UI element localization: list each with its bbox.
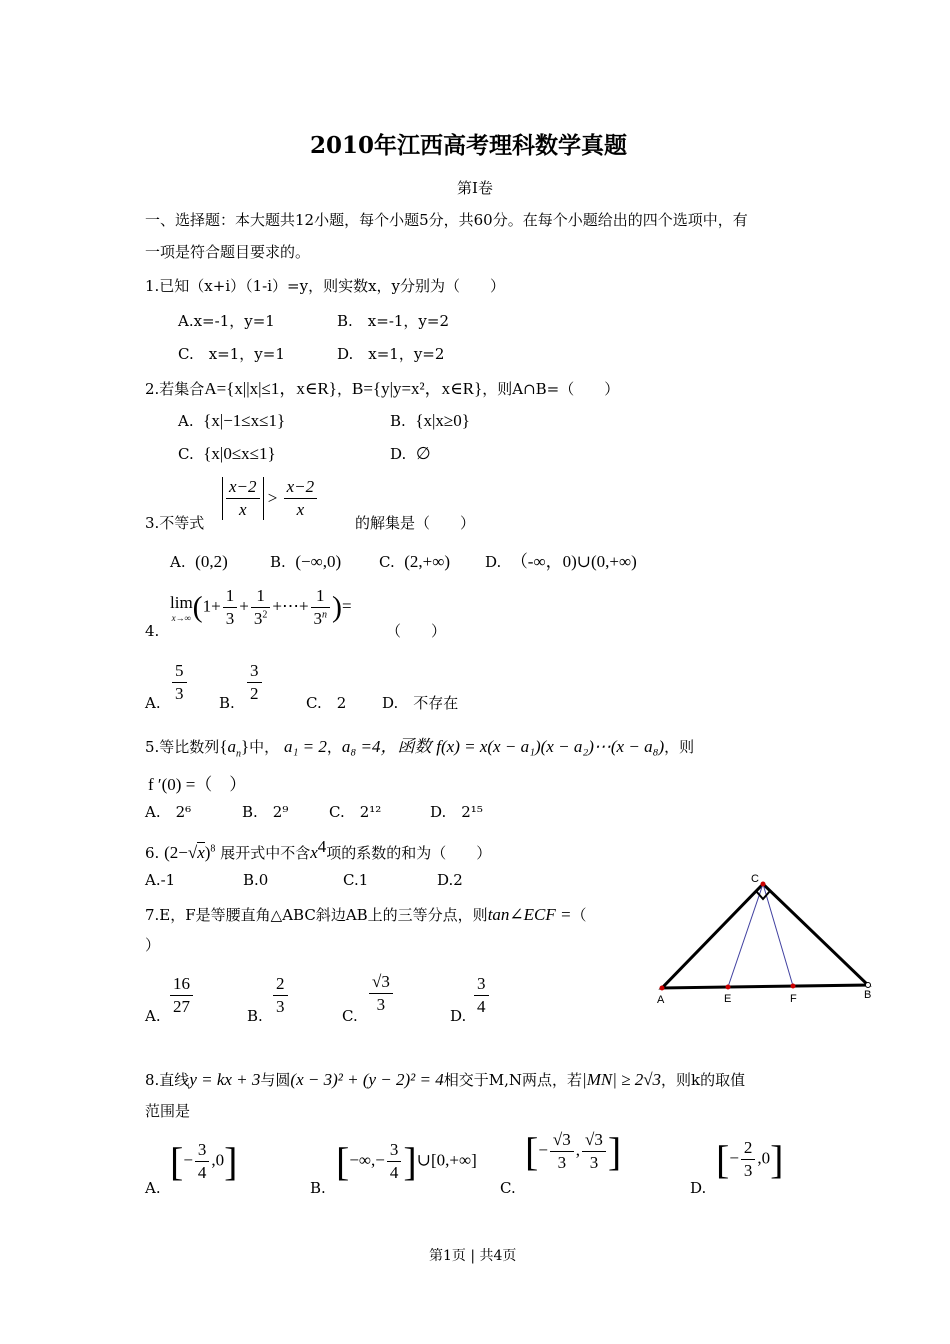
q3-option-b: B. (−∞,0) [270, 552, 342, 571]
q3-inequality: $\frac{x-2}{x}$ > $\frac{x-2}{x}$ [222, 477, 319, 520]
q8-option-b: [−∞,− $\frac{3}{4}$ ]∪[0,+∞] [336, 1139, 477, 1184]
q7-option-b-label: B. [247, 1007, 263, 1025]
section-intro-line-2: 一项是符合题目要求的。 [145, 243, 311, 261]
q8-option-b-label: B. [310, 1179, 326, 1197]
q7-option-b: $\frac{2}{3}$ [271, 974, 290, 1017]
point-c [761, 882, 766, 887]
q8-option-d-label: D. [690, 1179, 707, 1197]
q7-option-a-label: A. [145, 1007, 161, 1025]
q2-option-d: D. ∅ [390, 444, 431, 463]
page-title: 2010年江西高考理科数学真题 [310, 132, 628, 159]
q2-prefix: 2.若集合 [145, 380, 205, 398]
point-f [791, 984, 796, 989]
label-e: E [724, 993, 732, 1005]
q2-option-a: A. {x|−1≤x≤1} [178, 411, 286, 430]
q5-option-c: C. 2¹² [329, 803, 382, 821]
q4-option-b-label: B. [219, 694, 235, 712]
q8-option-d: [− $\frac{2}{3}$ ,0] [716, 1137, 784, 1182]
label-b: B [864, 989, 872, 1001]
q3-suffix: 的解集是（ ） [355, 514, 476, 532]
q2-suffix: ，则A∩B=（ ） [482, 380, 620, 398]
q7-stem: 7.E，F是等腰直角△ABC斜边AB上的三等分点，则tan∠ECF =（ [145, 905, 587, 924]
triangle-figure [650, 868, 880, 1008]
q1-option-a: A.x=-1，y=1 [178, 312, 275, 330]
q5-line-1: 5.等比数列$\{a_n\}$中， a₁ = 2，a₈ =4，函数 f(x) = x(x − a₁)(x − a₂)⋯(x − a₈)，则 [145, 737, 695, 760]
triangle-abc [662, 884, 868, 988]
q2-option-c: C. {x|0≤x≤1} [178, 444, 276, 463]
label-f: F [790, 993, 797, 1005]
q6-option-d: D.2 [437, 871, 463, 889]
q1-option-d: D. x=1，y=2 [337, 345, 445, 363]
q1-option-c: C. x=1，y=1 [178, 345, 285, 363]
q6-option-b: B.0 [243, 871, 269, 889]
q7-option-d-label: D. [450, 1007, 467, 1025]
q4-option-b: $\frac{3}{2}$ [245, 661, 264, 704]
q4-prefix: 4. [145, 622, 160, 640]
q3-option-a: A. (0,2) [170, 552, 228, 571]
q7-option-c-label: C. [342, 1007, 358, 1025]
q2-stem: 2.若集合A={x||x|≤1，x∈R}，B={y|y=x²，x∈R}，则A∩B=（ ） [145, 379, 620, 398]
label-c: C [751, 873, 759, 885]
q4-option-a: $\frac{5}{3}$ [170, 661, 189, 704]
q4-paren: （ ） [386, 622, 447, 640]
q7-option-a: $\frac{16}{27}$ [168, 974, 195, 1017]
point-e [726, 985, 731, 990]
q1-option-b: B. x=-1，y=2 [337, 312, 450, 330]
q5-option-a: A. 2⁶ [145, 803, 192, 821]
segment-ce [728, 884, 763, 987]
q6-option-a: A.-1 [145, 871, 176, 889]
q2-option-b: B. {x|x≥0} [390, 411, 470, 430]
volume-label: 第I卷 [457, 179, 493, 197]
q5-option-b: B. 2⁹ [242, 803, 289, 821]
q5-option-d: D. 2¹⁵ [430, 803, 483, 821]
q5-line-2: f ′(0) =（ ） [148, 775, 247, 794]
q2-set-b: B={y|y=x²，x∈R} [351, 379, 483, 398]
q7-option-d: $\frac{3}{4}$ [472, 974, 491, 1017]
q8-stem-line-2: 范围是 [145, 1102, 191, 1120]
q1-stem: 1.已知（x+i）（1-i）=y，则实数x，y分别为（ ） [145, 277, 506, 295]
section-intro-line-1: 一、选择题：本大题共12小题，每个小题5分，共60分。在每个小题给出的四个选项中，有 [145, 211, 748, 229]
q4-option-a-label: A. [145, 694, 161, 712]
q3-option-c: C. (2,+∞) [379, 552, 451, 571]
q8-stem: 8.直线y = kx + 3与圆(x − 3)² + (y − 2)² = 4相交于M,N两点，若|MN| ≥ 2√3，则k的取值 [145, 1070, 746, 1089]
q8-option-c-label: C. [500, 1179, 516, 1197]
q8-option-c: [− $\frac{√3}{3}$ , $\frac{√3}{3}$ ] [525, 1129, 622, 1174]
q2-set-a: A={x||x|≤1，x∈R} [204, 379, 337, 398]
point-a [660, 986, 665, 991]
q3-prefix: 3.不等式 [145, 514, 205, 532]
point-b [866, 983, 871, 988]
q4-option-d: D. 不存在 [382, 694, 459, 712]
q3-option-d: D. （-∞，0)∪(0,+∞) [485, 552, 637, 571]
q4-limit-expression: lim x→∞ (1+ $\frac{1}{3}$ + $\frac{1}{3^2}$ +⋯+ $\frac{1}{3^n}$ )= [170, 586, 352, 628]
q7-stem-close: ） [145, 936, 161, 954]
q8-option-a: [− $\frac{3}{4}$ ,0] [170, 1139, 238, 1184]
q4-option-c: C. 2 [306, 694, 347, 712]
q7-option-c: $\frac{√3}{3}$ [367, 972, 395, 1015]
q6-option-c: C.1 [343, 871, 369, 889]
label-a: A [657, 994, 665, 1006]
q8-option-a-label: A. [145, 1179, 161, 1197]
q6-stem: 6. $(2-√x)^8$ 展开式中不含$x^4$项的系数的和为（ ） [145, 837, 492, 862]
page-footer: 第1页 | 共4页 [429, 1248, 517, 1264]
